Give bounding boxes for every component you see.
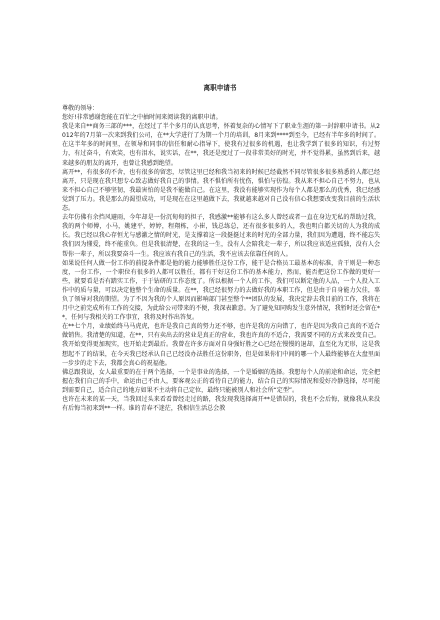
paragraph: 去年仿佛有余挡风避雨，今年却是一份沉甸甸的担子，我感激**能够有这么多人曾经或者一直在身边无私的帮助过我，我的两个师傅，小马，姚建平，婷婷，程翔栋，小崔，钱总练总，还有很多很多的人，我也明白都关切的人为我的成长。我已经以我心存恒尤与感激之情的时光，是支撑着这一段挺挺过来的时光的全部力量，我们因为遭遇，终不能忘失我们因为懂爱，终不能重负。但是我很清楚，在我的这一生，没有人会陪我走一辈子，所以我应该适应孤独，没有人会帮你一辈子，所以我要奋斗一生。我应该有我自己的生活，我不应该去依靠任何的人。 (62, 214, 380, 258)
paragraph: 如果说任何人做一份工作的前提条件都是他的能力能够胜任这份工作，能干是合格员工最基本的标准，肯干则是一种态度，一份工作，一个职位有很多的人都可以胜任，都有干好这份工作的基本能力，然而，能否把这份工作做的更好一些，就要看是否有踏实工作，于于钻研的工作态度了。所以根据一个人的工作，我们可以断定他的人品，一个人投入工作中的质与量，可以决定他整个生命的质量。在**，我已经很努力的去做好我的本职工作，但是由于自身能力欠佳，辜负了领导对我的期望。为了不因为我的个人原因而影响部门甚至整个**团队的发展，我决定辞去我目前的工作，我将在月中之前完成所有工作的交接，为此给公司带来的不便，我深表歉意。为了避免知同购发生意外情况，我暂时还会留在**，任何与我相关的工作事宜，我将及时作出答复。 (62, 259, 380, 322)
paragraph: 您好!非常感谢您能在百忙之中抽时间来阅读我的离职申请。 (62, 114, 222, 122)
paragraph: 我是来自**商务三部的***，在经过了半个多月的认真思考，怀着复杂的心情写下了职业生涯的第一封辞职申请书。从2012年的7月第一次来到我们公司，在**大学进行了为期一个月的培训，8月来到****到至今，已经有半年多的时间了。在这半年多的时间里，在领导和同事的信任和耐心指导下，使我有过很多的机遇，也让我学到了很多的知识，有过努力，有过奋斗，有欢笑，也有泪水，说实话，在**，我还是度过了一段非常美好的时光，并不觉得累，虽然到后来，越来越多的朋友的离开，也曾让我感到绝望。 (62, 123, 380, 167)
paragraph: 离开**，有很多的不舍，也有很多的留恋，尽管这里已经和我当初来的时候已经截然不同尽管很多很多熟悉的人都已经离开，只是现在我只想专心致志做好我自己的事情。我不惧怕所有忧伤，惧怕与彷徨。我从来不担心自己不努力，也从来不担心自己不够坚韧，我最害怕的是我不能做自己。在这里，我没有能够实现作为每个人都是那么的优秀，我已经感觉到了压力。我是那么的渴望成功，可是现在在这里越做下去，我就越来越对自己没有信心我想要改变我目前的生活状态。 (62, 168, 380, 213)
salutation: 尊敬的领导： (62, 105, 99, 112)
paragraph: 在**七个月，业绩始终马马虎虎，也许是我自己真的努力还不够，也许是我的方向错了，也许是因为我自己真的不适合做销售。我清楚的知道，在**，只有卖出去的营业是真正的营业，我也许真的不适合，我需要不同的方式来改变自己。我开始变得更加现实，也开始走到最后。我曾在许多方面对自身强好胜之心已经在慢慢的退却，直至化为无形，这是我想起不了的结果，在今天我已经承认自己已经没办法胜任这份职务，但是如果你们中间的哪一个人最终能够在大盘里面一步步的走下去，我都会真心的祝福他。 (62, 323, 380, 367)
document-body (62, 104, 380, 413)
document-title: 离职申请书 (203, 84, 237, 92)
paragraph: 佛总跟我说，女人最重要的在于两个选择，一个是事业的选择，一个是婚姻的选择。我想每个人的前途和命运，完全把握在我们自己的手中，命运由己不由人，要客观公正的看待自己的能力，结合自己的实际情况和爱好冷静选择，尽可能到需要自己，适合自己的地方如果不主动将自己定位，最终只能被别人和社会所“定型”。 (62, 368, 380, 394)
paragraph: 也许在未来的某一天，当我回过头来看看曾经走过的路，我发现我选择离开**是错误的，我也不会后悔，就像我从来没有后悔当初来到**一样。谁的青春不迷茫，我相信生活总会教 (62, 396, 380, 413)
